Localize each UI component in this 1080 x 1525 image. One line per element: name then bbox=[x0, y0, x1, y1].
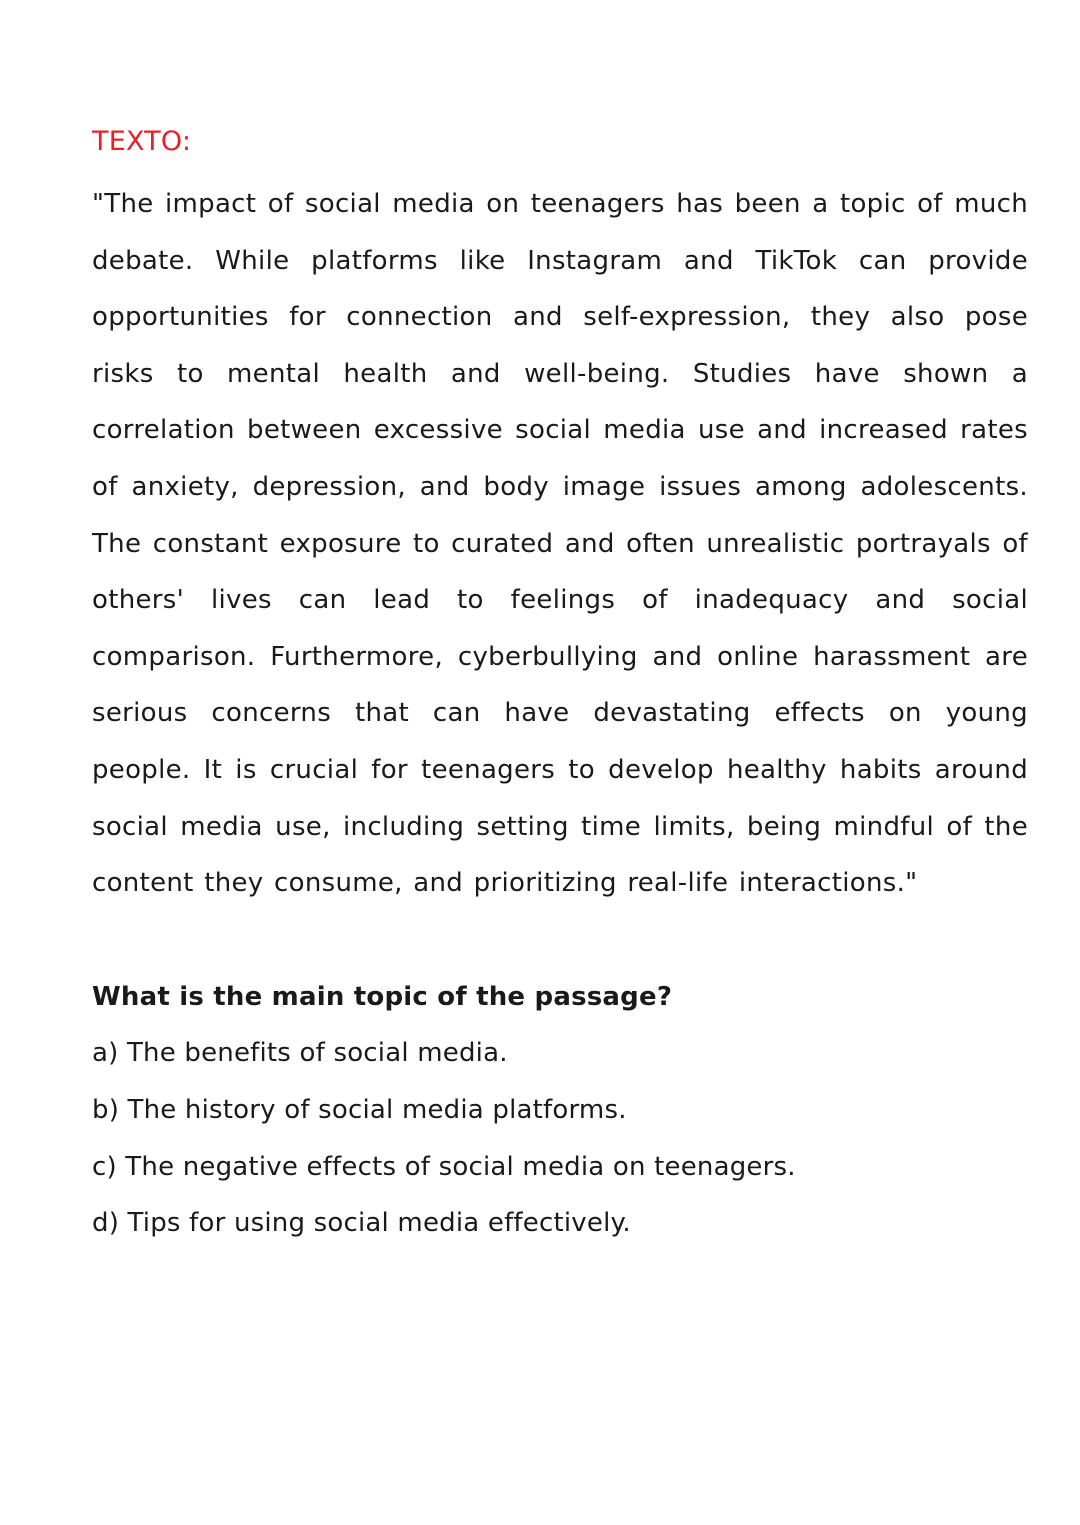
answer-option-d: d) Tips for using social media effectively. bbox=[92, 1208, 631, 1239]
question-block bbox=[92, 969, 1028, 1252]
worksheet-page bbox=[92, 120, 1028, 1252]
section-label: TEXTO: bbox=[92, 126, 192, 157]
reading-passage: "The impact of social media on teenagers has been a topic of much debate. While platforms like Instagram and TikTok can provide opportunities for connection and self-expression, they also pose risks to mental health and well-being. Studies have shown a correlation between excessive social media use and increased rates of anxiety, depression, and body image issues among adolescents. The constant exposure to curated and often unrealistic portrayals of others' lives can lead to feelings of inadequacy and social comparison. Furthermore, cyberbullying and online harassment are serious concerns that can have devastating effects on young people. It is crucial for teenagers to develop healthy habits around social media use, including setting time limits, being mindful of the content they consume, and prioritizing real-life interactions." bbox=[92, 189, 1028, 899]
answer-option-a: a) The benefits of social media. bbox=[92, 1038, 508, 1069]
answer-options bbox=[92, 1025, 1028, 1251]
answer-option-b: b) The history of social media platforms. bbox=[92, 1094, 627, 1125]
question-prompt: What is the main topic of the passage? bbox=[92, 981, 673, 1012]
answer-option-c: c) The negative effects of social media on teenagers. bbox=[92, 1151, 796, 1182]
